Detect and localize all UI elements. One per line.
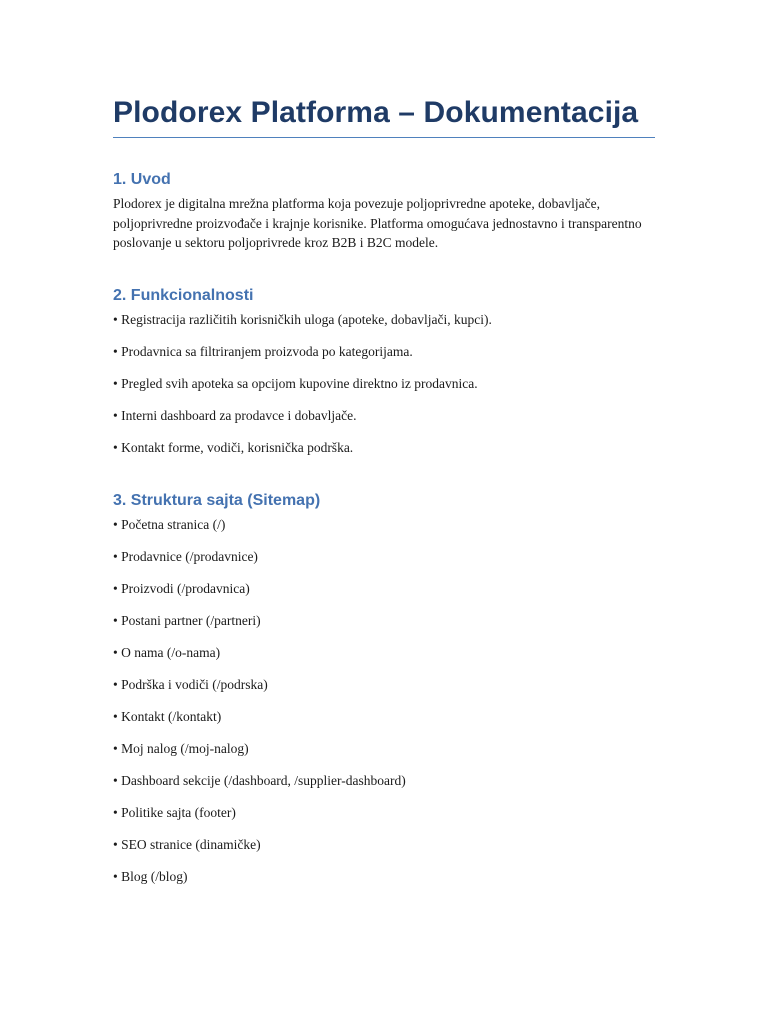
list-item-text: Proizvodi (/prodavnica)	[121, 580, 250, 596]
features-list	[113, 310, 655, 457]
list-item-text: Početna stranica (/)	[121, 516, 226, 532]
bullet-icon: •	[113, 676, 122, 692]
list-item-text: Politike sajta (footer)	[121, 804, 236, 820]
bullet-icon: •	[113, 612, 122, 628]
section-paragraph-uvod: Plodorex je digitalna mrežna platforma koja povezuje poljoprivredne apoteke, dobavljače, poljoprivredne proizvođače i krajnje korisnike. Platforma omogućava jednostavno i transparentno poslovanje u sektoru poljoprivrede kroz B2B i B2C modele.	[113, 196, 642, 250]
bullet-icon: •	[113, 516, 122, 532]
list-item	[113, 438, 655, 457]
list-item-text: Interni dashboard za prodavce i dobavljače.	[121, 407, 357, 423]
bullet-icon: •	[113, 343, 122, 359]
list-item-text: Postani partner (/partneri)	[121, 612, 261, 628]
list-item-text: Kontakt forme, vodiči, korisnička podrška.	[121, 439, 354, 455]
list-item-text: Registracija različitih korisničkih uloga (apoteke, dobavljači, kupci).	[121, 311, 492, 327]
list-item-text: Moj nalog (/moj-nalog)	[121, 740, 249, 756]
list-item-text: Podrška i vodiči (/podrska)	[121, 676, 268, 692]
list-item-text: Prodavnice (/prodavnice)	[121, 548, 258, 564]
list-item	[113, 643, 655, 662]
list-item	[113, 406, 655, 425]
list-item	[113, 707, 655, 726]
list-item	[113, 835, 655, 854]
list-item-text: Kontakt (/kontakt)	[121, 708, 222, 724]
document-title: Plodorex Platforma – Dokumentacija	[113, 93, 655, 138]
bullet-icon: •	[113, 772, 122, 788]
bullet-icon: •	[113, 580, 122, 596]
section-heading-struktura-sajta: 3. Struktura sajta (Sitemap)	[113, 491, 321, 509]
list-item	[113, 739, 655, 758]
bullet-icon: •	[113, 644, 122, 660]
bullet-icon: •	[113, 836, 122, 852]
section-heading-funkcionalnosti: 2. Funkcionalnosti	[113, 286, 254, 304]
list-item	[113, 611, 655, 630]
list-item	[113, 675, 655, 694]
list-item	[113, 515, 655, 534]
bullet-icon: •	[113, 740, 122, 756]
list-item	[113, 374, 655, 393]
bullet-icon: •	[113, 375, 122, 391]
list-item	[113, 547, 655, 566]
section-heading-uvod: 1. Uvod	[113, 171, 171, 188]
list-item-text: O nama (/o-nama)	[121, 644, 221, 660]
list-item	[113, 342, 655, 361]
bullet-icon: •	[113, 311, 122, 327]
list-item	[113, 867, 655, 886]
bullet-icon: •	[113, 407, 122, 423]
list-item	[113, 803, 655, 822]
list-item	[113, 310, 655, 329]
sitemap-list	[113, 515, 655, 886]
bullet-icon: •	[113, 868, 122, 884]
list-item-text: Prodavnica sa filtriranjem proizvoda po kategorijama.	[121, 343, 413, 359]
bullet-icon: •	[113, 548, 122, 564]
list-item	[113, 771, 655, 790]
document-page	[113, 93, 655, 886]
list-item-text: Blog (/blog)	[121, 868, 188, 884]
list-item-text: SEO stranice (dinamičke)	[121, 836, 261, 852]
bullet-icon: •	[113, 804, 122, 820]
list-item-text: Dashboard sekcije (/dashboard, /supplier-dashboard)	[121, 772, 406, 788]
list-item-text: Pregled svih apoteka sa opcijom kupovine direktno iz prodavnica.	[121, 375, 478, 391]
bullet-icon: •	[113, 439, 122, 455]
list-item	[113, 579, 655, 598]
bullet-icon: •	[113, 708, 122, 724]
